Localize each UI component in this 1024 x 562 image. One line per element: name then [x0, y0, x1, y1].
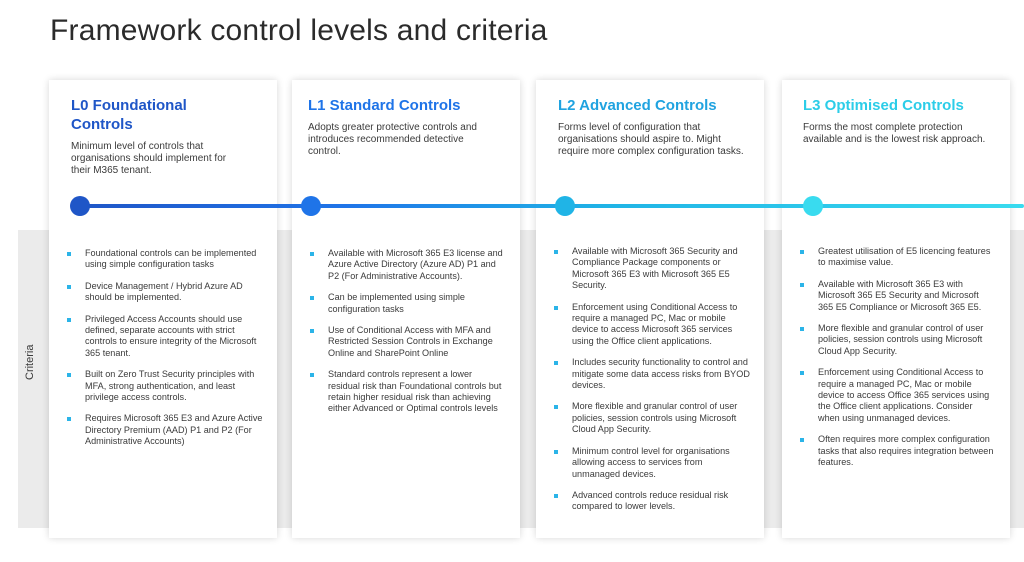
level-description: Adopts greater protective controls and introduces recommended detective control.	[308, 122, 477, 157]
criteria-item: Includes security functionality to control and mitigate some data access risks from BYOD devices.	[554, 357, 750, 391]
criteria-item: Can be implemented using simple configuration tasks	[310, 292, 506, 315]
timeline-dot-l3	[803, 196, 823, 216]
timeline-line	[80, 204, 1024, 208]
criteria-item: Greatest utilisation of E5 licencing features to maximise value.	[800, 246, 996, 269]
criteria-list	[554, 246, 750, 523]
level-description: Forms the most complete protection available and is the lowest risk approach.	[803, 122, 986, 145]
level-card-l3	[782, 80, 1010, 538]
criteria-item: Standard controls represent a lower residual risk than Foundational controls but retain higher residual risk than achieving either Advanced or Optimal controls levels	[310, 369, 506, 415]
timeline-dot-l1	[301, 196, 321, 216]
criteria-list	[310, 248, 506, 425]
timeline-dot-l2	[555, 196, 575, 216]
level-card-l0	[49, 80, 277, 538]
criteria-item: Advanced controls reduce residual risk compared to lower levels.	[554, 490, 750, 513]
criteria-item: More flexible and granular control of user policies, session controls using Microsoft Cloud App Security.	[800, 323, 996, 357]
criteria-item: Minimum control level for organisations allowing access to services from unmanaged devices.	[554, 446, 750, 480]
criteria-item: Enforcement using Conditional Access to require a managed PC, Mac or mobile device to access Microsoft 365 services using the Office client applications.	[554, 302, 750, 348]
criteria-item: Enforcement using Conditional Access to require a managed PC, Mac or mobile device to access Office 365 services using the Office client applications. Consider when using unmanaged devices.	[800, 367, 996, 424]
criteria-item: Device Management / Hybrid Azure AD should be implemented.	[67, 281, 263, 304]
criteria-item: Available with Microsoft 365 E3 license and Azure Active Directory (Azure AD) P1 and P2 (For Administrative Accounts).	[310, 248, 506, 282]
criteria-item: Requires Microsoft 365 E3 and Azure Active Directory Premium (AAD) P1 and P2 (For Administrative Accounts)	[67, 413, 263, 447]
page-title: Framework control levels and criteria	[50, 14, 548, 47]
criteria-list	[800, 246, 996, 479]
criteria-row-label: Criteria	[24, 344, 36, 380]
level-card-l1	[292, 80, 520, 538]
level-description: Forms level of configuration that organisations should aspire to. Might require more complex configuration tasks.	[558, 122, 744, 157]
level-title: L1 Standard Controls	[308, 97, 461, 114]
level-card-l2	[536, 80, 764, 538]
level-title: L2 Advanced Controls	[558, 97, 717, 114]
criteria-item: Built on Zero Trust Security principles with MFA, strong authentication, and least privilege access controls.	[67, 369, 263, 403]
level-description: Minimum level of controls that organisations should implement for their M365 tenant.	[71, 141, 227, 176]
timeline-dot-l0	[70, 196, 90, 216]
criteria-item: Use of Conditional Access with MFA and Restricted Session Controls in Exchange Online and SharePoint Online	[310, 325, 506, 359]
criteria-item: More flexible and granular control of user policies, session controls using Microsoft Cloud App Security.	[554, 401, 750, 435]
criteria-item: Often requires more complex configuration tasks that also requires integration between features.	[800, 434, 996, 468]
level-title: L0 Foundational Controls	[71, 97, 187, 133]
criteria-item: Available with Microsoft 365 E3 with Microsoft 365 E5 Security and Microsoft 365 E5 Compliance or Microsoft 365 E5.	[800, 279, 996, 313]
criteria-item: Privileged Access Accounts should use defined, separate accounts with strict controls to ensure integrity of the Microsoft 365 tenant.	[67, 314, 263, 360]
criteria-item: Foundational controls can be implemented using simple configuration tasks	[67, 248, 263, 271]
level-title: L3 Optimised Controls	[803, 97, 964, 114]
criteria-list	[67, 248, 263, 458]
criteria-item: Available with Microsoft 365 Security and Compliance Package components or Microsoft 365 E3 with Microsoft 365 E5 Security.	[554, 246, 750, 292]
